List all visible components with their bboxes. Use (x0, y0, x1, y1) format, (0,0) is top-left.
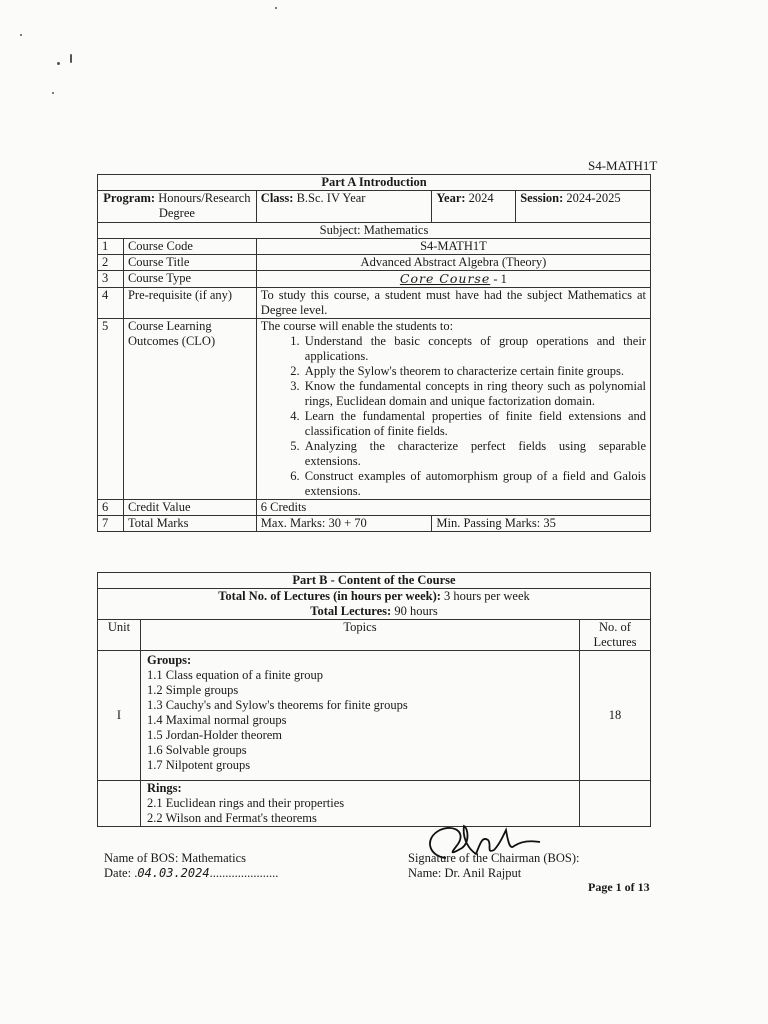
unit-lectures (580, 781, 651, 827)
row-number: 2 (98, 255, 124, 271)
clo-item: 5. Analyzing the characterize perfect fields using separable extensions. (303, 439, 646, 469)
part-a-title: Part A Introduction (98, 175, 651, 191)
clo-intro: The course will enable the students to: (260, 319, 454, 333)
clo-item: 1. Understand the basic concepts of group operations and their applications. (303, 334, 646, 364)
clo-item: 6. Construct examples of automorphism group of a field and Galois extensions. (303, 469, 646, 499)
subject-cell: Subject: Mathematics (98, 223, 651, 239)
date-line (104, 866, 278, 881)
unit-lectures: 18 (580, 651, 651, 781)
col-header-lectures: No. of Lectures (580, 620, 651, 651)
program-label: Program: (103, 191, 156, 205)
year-cell (432, 191, 516, 223)
unit-topics (140, 651, 579, 781)
topic-item: 1.7 Nilpotent groups (146, 758, 251, 772)
class-value: B.Sc. IV Year (296, 191, 366, 205)
date-label: Date: . (104, 866, 138, 880)
row-number: 3 (98, 271, 124, 288)
part-b-table (97, 572, 651, 827)
scan-speck (70, 54, 72, 63)
class-label: Class: (260, 191, 294, 205)
topic-item: 1.4 Maximal normal groups (146, 713, 287, 727)
row-label: Course Title (123, 255, 256, 271)
topic-item: 2.2 Wilson and Fermat's theorems (146, 811, 317, 825)
min-marks: Min. Passing Marks: 35 (432, 516, 651, 532)
row-label: Total Marks (123, 516, 256, 532)
row-number: 6 (98, 500, 124, 516)
scan-speck (57, 62, 60, 65)
topic-item: 1.1 Class equation of a finite group (146, 668, 323, 682)
topic-item: 1.6 Solvable groups (146, 743, 247, 757)
program-value: Honours/Research Degree (158, 191, 251, 220)
col-header-topics: Topics (140, 620, 579, 651)
course-code-value: S4-MATH1T (256, 239, 650, 255)
bos-name: Name of BOS: Mathematics (104, 851, 246, 865)
table-row (98, 288, 651, 319)
clo-list (261, 334, 646, 499)
scan-speck (20, 34, 22, 36)
course-title-value: Advanced Abstract Algebra (Theory) (256, 255, 650, 271)
course-type-suffix: - 1 (493, 272, 507, 286)
row-number: 1 (98, 239, 124, 255)
table-row (98, 651, 651, 781)
total-lectures-label: Total Lectures: (310, 604, 392, 618)
part-a-table (97, 174, 651, 532)
chairman-name: Name: Dr. Anil Rajput (408, 866, 522, 880)
total-lectures-value: 90 hours (394, 604, 438, 618)
date-dots: ...................... (209, 866, 279, 880)
table-row (98, 516, 651, 532)
row-label: Credit Value (123, 500, 256, 516)
session-value: 2024-2025 (566, 191, 621, 205)
lectures-info (98, 589, 651, 620)
row-label: Course Learning Outcomes (CLO) (123, 319, 256, 500)
topic-item: 2.1 Euclidean rings and their properties (146, 796, 345, 810)
clo-item: 4. Learn the fundamental properties of finite field extensions and classification of finite fields. (303, 409, 646, 439)
header-course-code: S4-MATH1T (588, 158, 658, 173)
scan-speck (52, 92, 54, 94)
scan-speck (275, 7, 277, 9)
signature-label: Signature of the Chairman (BOS): (408, 851, 580, 865)
unit-number (98, 781, 141, 827)
program-cell (98, 191, 257, 223)
date-handwritten: 04.03.2024 (137, 866, 210, 880)
class-cell (256, 191, 432, 223)
table-row (98, 271, 651, 288)
row-label: Pre-requisite (if any) (123, 288, 256, 319)
table-row (98, 319, 651, 500)
table-row (98, 781, 651, 827)
year-value: 2024 (468, 191, 494, 205)
clo-item: 2. Apply the Sylow's theorem to characterize certain finite groups. (303, 364, 646, 379)
topic-item: 1.3 Cauchy's and Sylow's theorems for finite groups (146, 698, 408, 712)
table-row (98, 500, 651, 516)
unit-number: I (98, 651, 141, 781)
credit-value: 6 Credits (256, 500, 650, 516)
max-marks: Max. Marks: 30 + 70 (256, 516, 432, 532)
col-header-unit: Unit (98, 620, 141, 651)
row-number: 4 (98, 288, 124, 319)
part-b-title: Part B - Content of the Course (98, 573, 651, 589)
topic-item: 1.2 Simple groups (146, 683, 239, 697)
page-number: Page 1 of 13 (588, 880, 650, 894)
unit-heading: Rings: (146, 781, 182, 795)
course-type-value (256, 271, 650, 288)
row-label: Course Type (123, 271, 256, 288)
row-number: 7 (98, 516, 124, 532)
prerequisite-value: To study this course, a student must have had the subject Mathematics at Degree level. (256, 288, 650, 319)
topic-item: 1.5 Jordan-Holder theorem (146, 728, 282, 742)
clo-item: 3. Know the fundamental concepts in ring theory such as polynomial rings, Euclidean domain and unique factorization domain. (303, 379, 646, 409)
clo-cell (256, 319, 650, 500)
table-row (98, 239, 651, 255)
row-number: 5 (98, 319, 124, 500)
lectures-label: Total No. of Lectures (in hours per week): (218, 589, 441, 603)
course-type-handwritten: Core Course (399, 271, 491, 286)
table-row (98, 255, 651, 271)
session-cell (516, 191, 651, 223)
unit-heading: Groups: (146, 653, 192, 667)
row-label: Course Code (123, 239, 256, 255)
year-label: Year: (436, 191, 466, 205)
lectures-value: 3 hours per week (444, 589, 530, 603)
session-label: Session: (520, 191, 564, 205)
